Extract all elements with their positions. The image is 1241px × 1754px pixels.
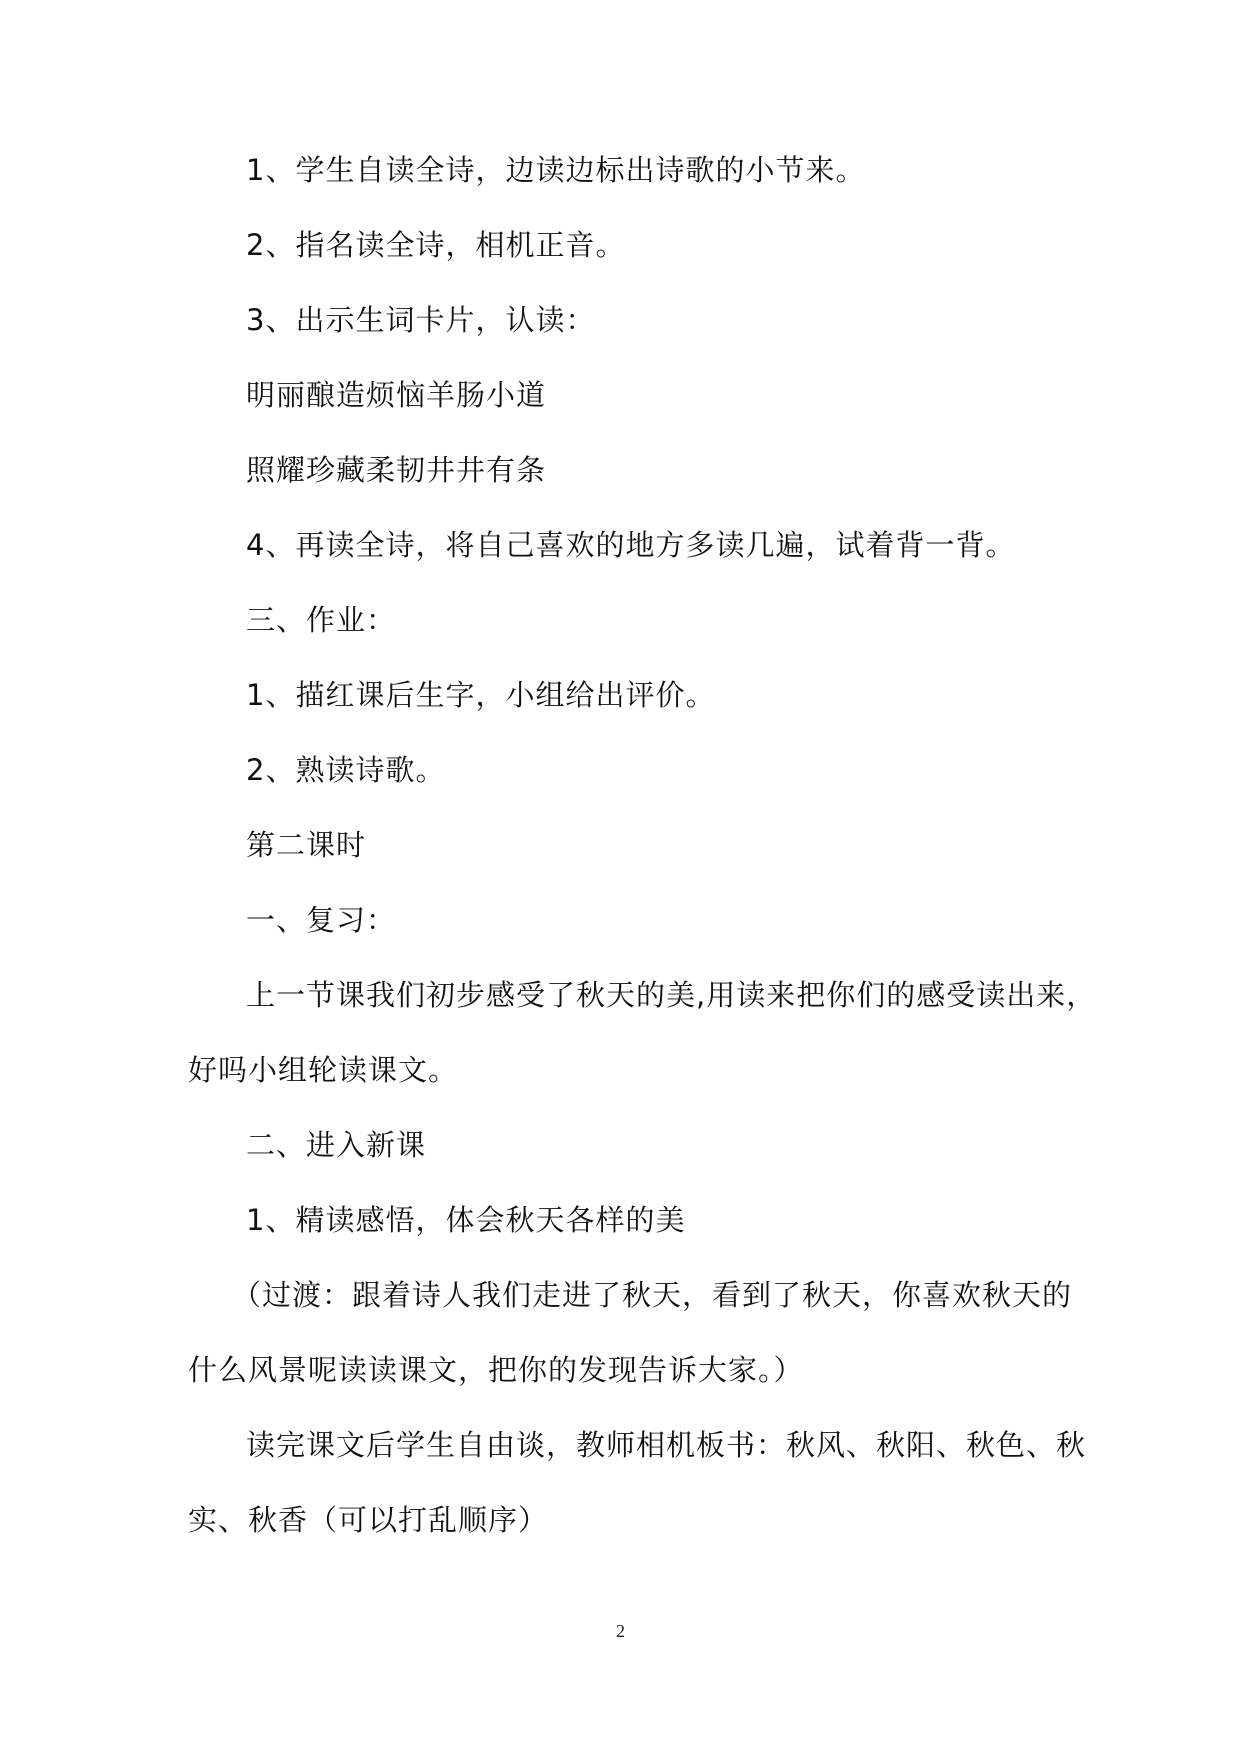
section-heading: 二、进入新课 [246, 1128, 427, 1162]
paragraph-line: 什么风景呢读读课文，把你的发现告诉大家。） [188, 1353, 804, 1387]
paragraph-line: （过渡：跟着诗人我们走进了秋天，看到了秋天，你喜欢秋天的 [232, 1278, 1073, 1312]
paragraph-line: 4、再读全诗，将自己喜欢的地方多读几遍，试着背一背。 [246, 528, 1016, 562]
paragraph-line: 1、精读感悟，体会秋天各样的美 [246, 1203, 686, 1237]
section-heading: 一、复习： [246, 903, 397, 937]
paragraph-line: 1、学生自读全诗，边读边标出诗歌的小节来。 [246, 153, 866, 187]
paragraph-line: 2、指名读全诗，相机正音。 [246, 228, 626, 262]
section-heading: 三、作业： [246, 603, 397, 637]
paragraph-line: 2、熟读诗歌。 [246, 753, 446, 787]
paragraph-line: 3、出示生词卡片，认读： [246, 303, 596, 337]
paragraph-line: 1、描红课后生字，小组给出评价。 [246, 678, 716, 712]
vocabulary-line: 明丽酿造烦恼羊肠小道 [246, 378, 547, 412]
paragraph-line: 上一节课我们初步感受了秋天的美,用读来把你们的感受读出来， [246, 978, 1097, 1012]
vocabulary-line: 照耀珍藏柔韧井井有条 [246, 453, 547, 487]
page-number: 2 [616, 1621, 625, 1641]
paragraph-line: 好吗小组轮读课文。 [188, 1053, 459, 1087]
paragraph-line: 实、秋香（可以打乱顺序） [188, 1503, 549, 1537]
paragraph-line: 读完课文后学生自由谈，教师相机板书：秋风、秋阳、秋色、秋 [246, 1428, 1087, 1462]
section-heading: 第二课时 [246, 828, 367, 862]
